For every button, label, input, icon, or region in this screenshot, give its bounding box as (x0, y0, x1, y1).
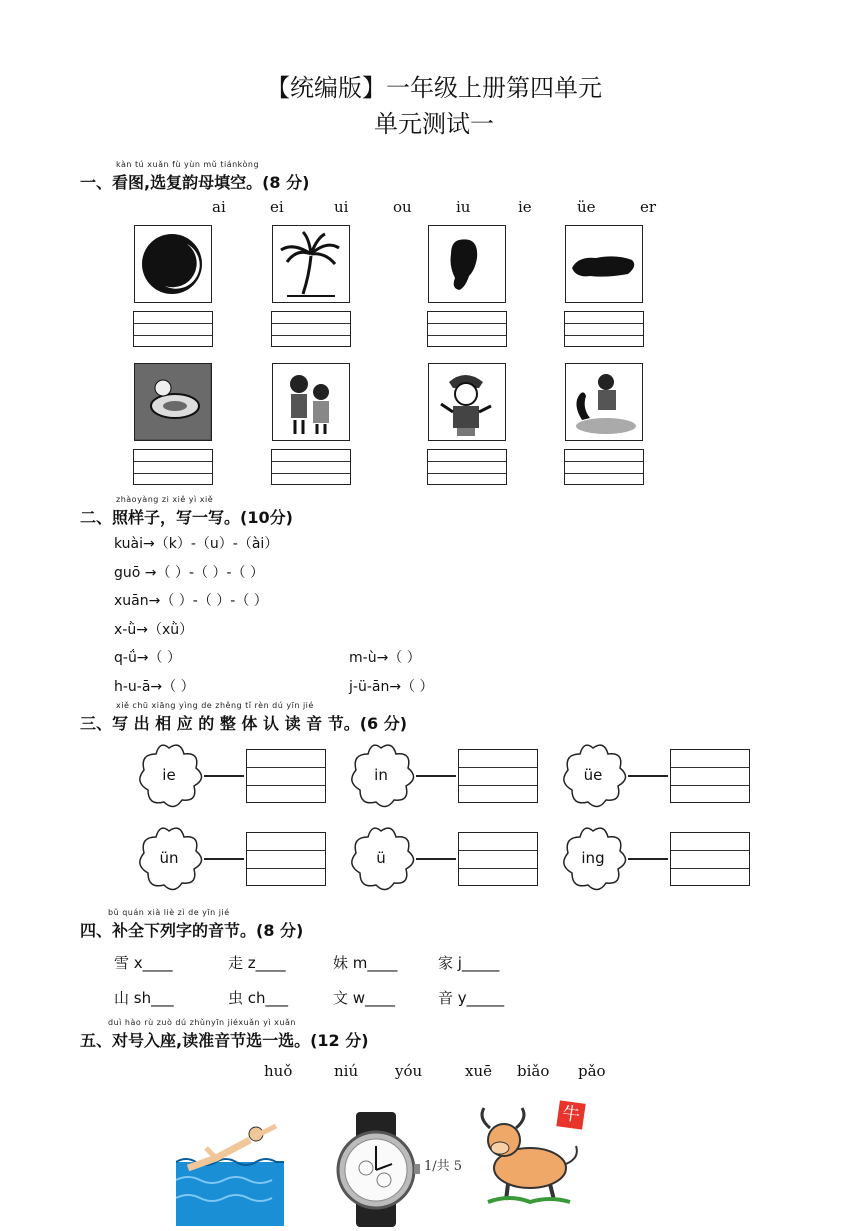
child-cold-icon (428, 363, 506, 441)
answer-box[interactable] (271, 449, 351, 485)
answer-box[interactable] (427, 449, 507, 485)
section2-pinyin: zhàoyàng zi xiě yì xiě (116, 495, 214, 504)
syllable-option: xuē (465, 1062, 492, 1080)
section1-heading: 一、看图,选复韵母填空。(8 分) (80, 173, 310, 192)
ox-icon (470, 1098, 588, 1212)
flower-badge (346, 825, 416, 895)
connector-line (628, 775, 668, 777)
section4-pinyin: bǔ quán xià liè zì de yīn jié (108, 908, 230, 917)
answer-box[interactable] (458, 832, 538, 886)
flower-badge (134, 742, 204, 812)
answer-box[interactable] (670, 749, 750, 803)
vowel-option: ou (393, 198, 412, 216)
connector-line (416, 858, 456, 860)
exercise-line[interactable]: q-ǘ→（ ） (114, 650, 181, 666)
vowel-option: ui (334, 198, 349, 216)
flower-label: ün (159, 849, 179, 867)
flower-badge (134, 825, 204, 895)
vowel-option: ei (270, 198, 284, 216)
flower-label: ie (162, 766, 176, 784)
connector-line (204, 858, 244, 860)
vowel-option: iu (456, 198, 471, 216)
section5-heading: 五、对号入座,读准音节选一选。(12 分) (80, 1031, 369, 1050)
syllable-item[interactable]: 雪 x____ (114, 954, 173, 972)
answer-box[interactable] (427, 311, 507, 347)
swimmer-icon (176, 1118, 284, 1230)
example-line: kuài→（k）-（u）-（ài） (114, 536, 279, 552)
sweet-potato-icon (565, 225, 643, 303)
section2-heading: 二、照样子，写一写。(10分) (80, 508, 293, 527)
answer-box[interactable] (564, 449, 644, 485)
section3-pinyin: xiě chū xiāng yìng de zhěng tǐ rèn dú yīn jié (116, 701, 314, 710)
flower-label: ing (581, 849, 605, 867)
ox-character-badge: 牛 (556, 1100, 585, 1129)
page-title: 【统编版】一年级上册第四单元 (266, 74, 602, 102)
syllable-option: yóu (395, 1062, 423, 1080)
syllable-option: huǒ (264, 1062, 293, 1080)
exercise-line[interactable]: xuān→（ ）-（ ）-（ ） (114, 593, 268, 609)
vowel-option: er (640, 198, 657, 216)
answer-box[interactable] (271, 311, 351, 347)
syllable-item[interactable]: 山 sh___ (114, 989, 174, 1007)
flower-badge (346, 742, 416, 812)
section3-heading: 三、写 出 相 应 的 整 体 认 读 音 节。(6 分) (80, 714, 408, 733)
exercise-line[interactable]: h-u-ā→（ ） (114, 679, 195, 695)
flower-badge (558, 742, 628, 812)
answer-box[interactable] (246, 832, 326, 886)
palm-tree-icon (272, 225, 350, 303)
vowel-option: ai (212, 198, 226, 216)
exercise-line[interactable]: j-ü-ān→（ ） (349, 679, 434, 695)
exercise-line[interactable]: m-ù→（ ） (349, 650, 421, 666)
example-line: x-ǜ→（xǜ） (114, 622, 194, 638)
syllable-item[interactable]: 妹 m____ (333, 954, 398, 972)
syllable-option: biǎo (517, 1062, 550, 1080)
syllable-option: pǎo (578, 1062, 606, 1080)
syllable-item[interactable]: 家 j_____ (438, 954, 500, 972)
ear-icon (428, 225, 506, 303)
flower-label: üe (583, 766, 603, 784)
watch-icon (326, 1112, 426, 1231)
syllable-item[interactable]: 文 w____ (333, 989, 396, 1007)
connector-line (416, 775, 456, 777)
answer-box[interactable] (133, 449, 213, 485)
exercise-line[interactable]: guō →（ ）-（ ）-（ ） (114, 565, 264, 581)
answer-box[interactable] (246, 749, 326, 803)
vowel-option: ie (518, 198, 532, 216)
vowel-option: üe (577, 198, 596, 216)
swimming-ring-icon (134, 363, 212, 441)
flower-label: in (374, 766, 388, 784)
section4-heading: 四、补全下列字的音节。(8 分) (80, 921, 304, 940)
page-subtitle: 单元测试一 (374, 110, 494, 138)
answer-box[interactable] (670, 832, 750, 886)
answer-box[interactable] (564, 311, 644, 347)
syllable-item[interactable]: 音 y_____ (438, 989, 505, 1007)
connector-line (204, 775, 244, 777)
section5-pinyin: duì hào rù zuò dú zhǔnyīn jiéxuǎn yì xuǎn (108, 1018, 296, 1027)
syllable-item[interactable]: 走 z____ (228, 954, 286, 972)
siblings-icon (272, 363, 350, 441)
moon-icon (134, 225, 212, 303)
flower-badge (558, 825, 628, 895)
connector-line (628, 858, 668, 860)
answer-box[interactable] (133, 311, 213, 347)
page-number: 1/共 5 (424, 1159, 463, 1174)
syllable-option: niú (334, 1062, 359, 1080)
section1-pinyin: kàn tú xuǎn fù yùn mǔ tiánkòng (116, 160, 260, 169)
flower-label: ü (376, 849, 386, 867)
answer-box[interactable] (458, 749, 538, 803)
goose-girl-icon (565, 363, 643, 441)
syllable-item[interactable]: 虫 ch___ (228, 989, 289, 1007)
